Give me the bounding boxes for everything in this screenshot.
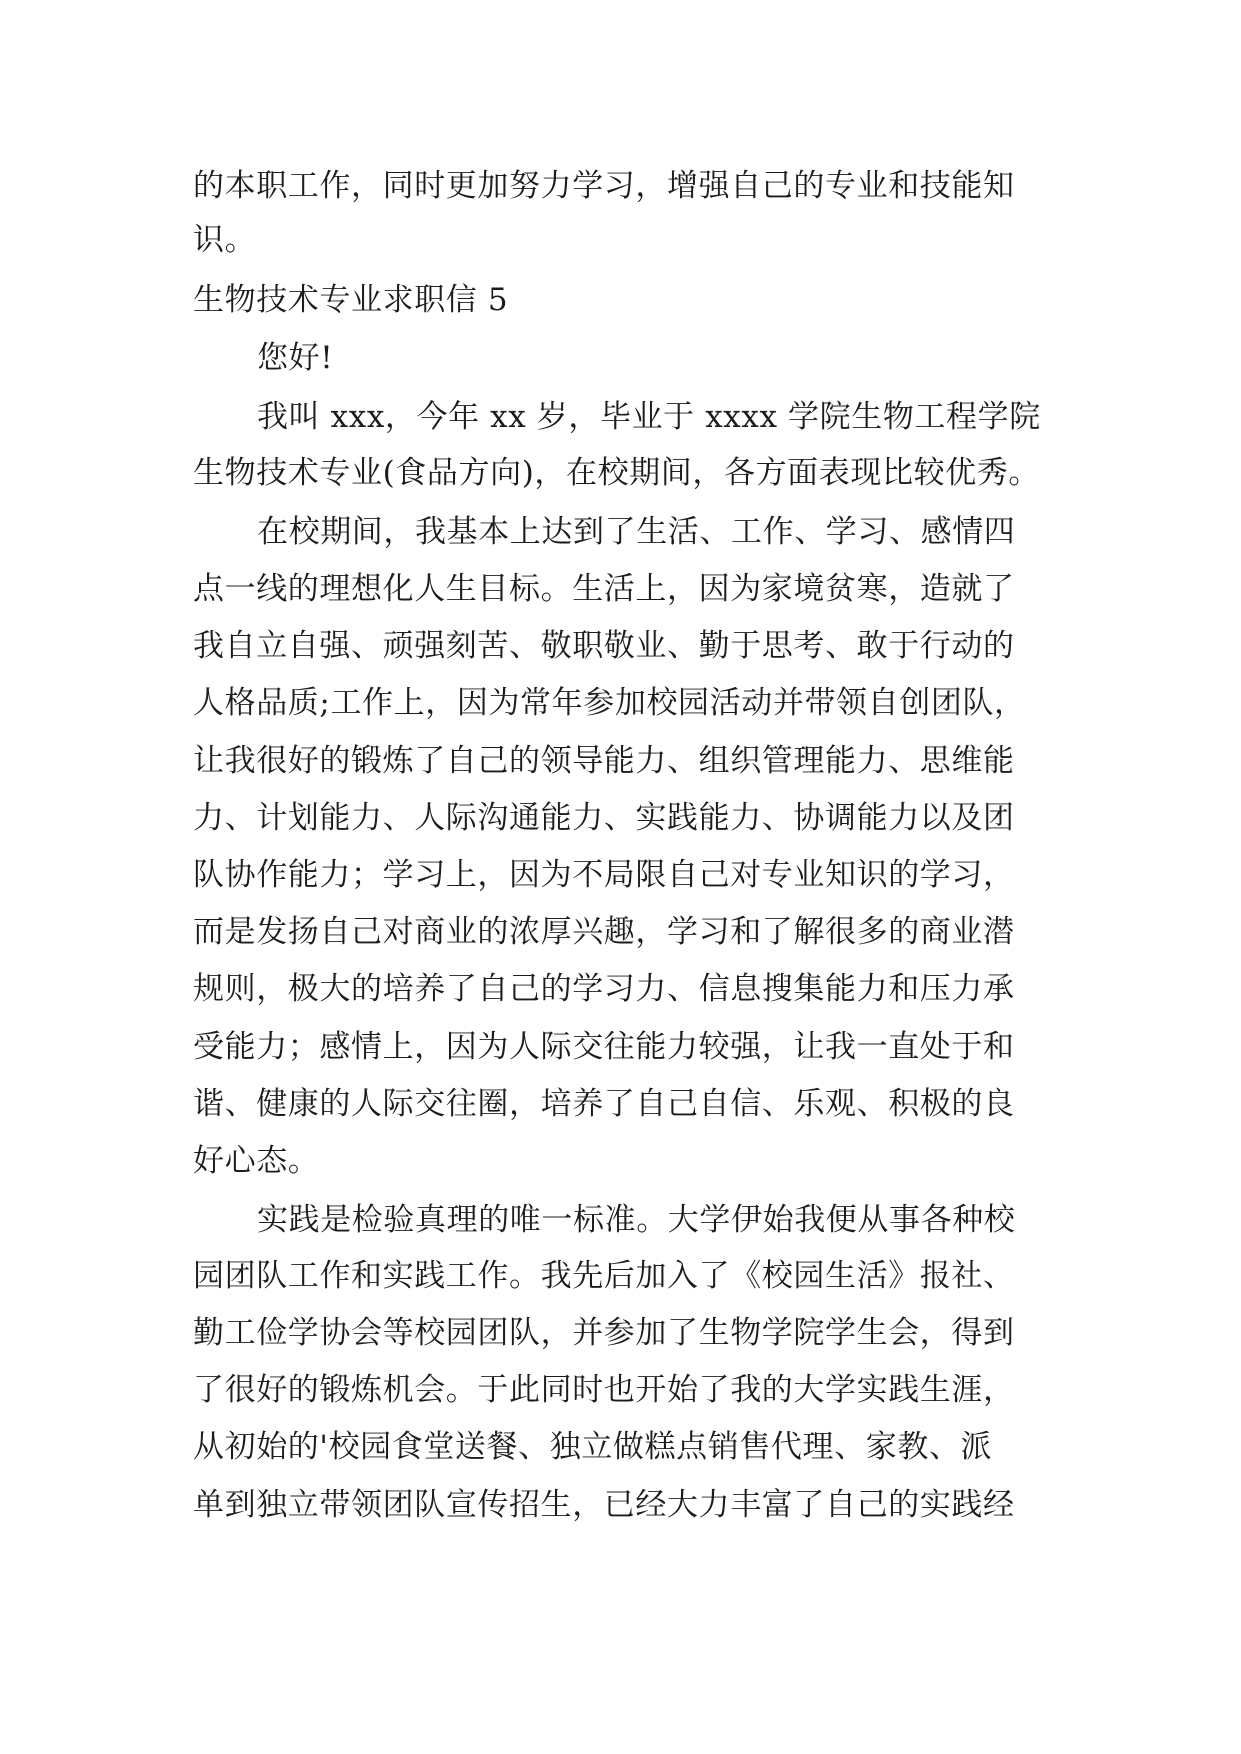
text-line: 让我很好的锻炼了自己的领导能力、组织管理能力、思维能 xyxy=(193,743,1015,779)
text-line: 了很好的锻炼机会。于此同时也开始了我的大学实践生涯， xyxy=(193,1372,1015,1408)
text-line: 人格品质;工作上，因为常年参加校园活动并带领自创团队， xyxy=(193,685,1026,721)
text-line: 谐、健康的人际交往圈，培养了自己自信、乐观、积极的良 xyxy=(193,1086,1015,1122)
text-line: 我自立自强、顽强刻苦、敬职敬业、勤于思考、敢于行动的 xyxy=(193,628,1015,664)
text-line: 力、计划能力、人际沟通能力、实践能力、协调能力以及团 xyxy=(193,800,1015,836)
text-line: 受能力；感情上，因为人际交往能力较强，让我一直处于和 xyxy=(193,1029,1015,1065)
text-line: 规则，极大的培养了自己的学习力、信息搜集能力和压力承 xyxy=(193,971,1015,1007)
text-line: 识。 xyxy=(193,222,257,258)
text-line: 队协作能力；学习上，因为不局限自己对专业知识的学习， xyxy=(193,857,1015,893)
text-line: 点一线的理想化人生目标。生活上，因为家境贫寒，造就了 xyxy=(193,571,1015,607)
text-line: 生物技术专业(食品方向)，在校期间，各方面表现比较优秀。 xyxy=(193,455,1040,491)
text-line: 从初始的'校园食堂送餐、独立做糕点销售代理、家教、派 xyxy=(193,1429,993,1465)
text-line: 好心态。 xyxy=(193,1143,320,1179)
text-line: 实践是检验真理的唯一标准。大学伊始我便从事各种校 xyxy=(257,1202,1016,1238)
text-line: 在校期间，我基本上达到了生活、工作、学习、感情四 xyxy=(257,514,1016,550)
text-line: 的本职工作，同时更加努力学习，增强自己的专业和技能知 xyxy=(193,168,1015,204)
text-line: 勤工俭学协会等校园团队，并参加了生物学院学生会，得到 xyxy=(193,1315,1015,1351)
text-line: 而是发扬自己对商业的浓厚兴趣，学习和了解很多的商业潜 xyxy=(193,914,1015,950)
text-line: 单到独立带领团队宣传招生，已经大力丰富了自己的实践经 xyxy=(193,1487,1015,1523)
section-heading: 生物技术专业求职信 5 xyxy=(193,282,509,318)
text-line: 园团队工作和实践工作。我先后加入了《校园生活》报社、 xyxy=(193,1258,1015,1294)
text-line: 我叫 xxx，今年 xx 岁，毕业于 xxxx 学院生物工程学院 xyxy=(257,399,1041,435)
salutation: 您好! xyxy=(257,340,334,376)
